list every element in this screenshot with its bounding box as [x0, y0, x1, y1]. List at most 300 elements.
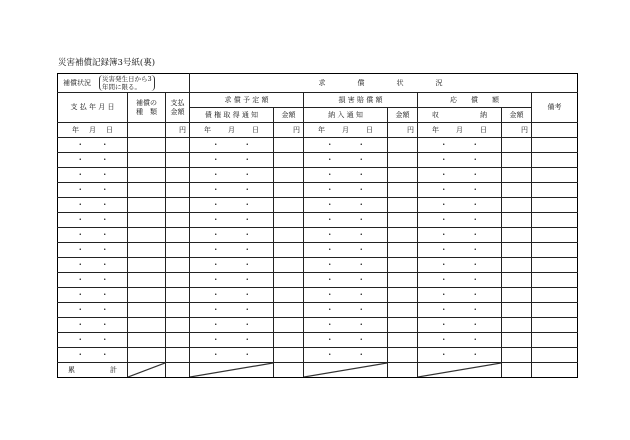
- receipt-date-cell[interactable]: [418, 318, 502, 333]
- unit-month: 月: [342, 125, 349, 134]
- date-separator-dot: ・: [243, 320, 252, 329]
- date-separator-dot: ・: [357, 260, 366, 269]
- damages-amount-cell[interactable]: [388, 138, 418, 153]
- remarks-cell[interactable]: [532, 243, 578, 258]
- damages-amount-cell[interactable]: [388, 318, 418, 333]
- unit-year: 年: [318, 125, 325, 134]
- notice-date-cell[interactable]: [190, 348, 274, 363]
- unit-day: 日: [252, 125, 259, 134]
- total-label: [58, 363, 128, 378]
- pay-date-cell[interactable]: [58, 168, 128, 183]
- receipt-date-cell[interactable]: [418, 273, 502, 288]
- date-separator-dot: ・: [357, 275, 366, 284]
- planned-amount-cell[interactable]: [274, 303, 304, 318]
- date-separator-dot: ・: [76, 350, 85, 359]
- damages-amount-cell[interactable]: [388, 258, 418, 273]
- notice-date-cell[interactable]: [190, 333, 274, 348]
- notice-date-cell[interactable]: [190, 318, 274, 333]
- remarks-cell[interactable]: [532, 288, 578, 303]
- comp-type-cell[interactable]: [128, 168, 166, 183]
- date-separator-dot: ・: [325, 335, 334, 344]
- date-separator-dot: ・: [471, 335, 480, 344]
- diagonal-line: [418, 363, 501, 377]
- payment-notice-date-cell[interactable]: [304, 258, 388, 273]
- damages-amount-cell[interactable]: [388, 243, 418, 258]
- date-separator-dot: ・: [243, 170, 252, 179]
- date-separator-dot: ・: [100, 230, 109, 239]
- date-separator-dot: ・: [439, 290, 448, 299]
- date-separator-dot: ・: [100, 245, 109, 254]
- date-separator-dot: ・: [100, 335, 109, 344]
- remarks-cell[interactable]: [532, 168, 578, 183]
- planned-amount-cell[interactable]: [274, 213, 304, 228]
- unit-day: 日: [366, 125, 373, 134]
- date-separator-dot: ・: [211, 350, 220, 359]
- header-row-2: [58, 93, 578, 108]
- response-amount-cell[interactable]: [502, 273, 532, 288]
- receipt-date-cell[interactable]: [418, 243, 502, 258]
- receipt-date-cell[interactable]: [418, 168, 502, 183]
- date-separator-dot: ・: [100, 350, 109, 359]
- paid-amount-cell[interactable]: [166, 198, 190, 213]
- payment-notice-date-cell[interactable]: [304, 288, 388, 303]
- receipt-date-cell[interactable]: [418, 333, 502, 348]
- response-amount-cell[interactable]: [502, 213, 532, 228]
- payment-notice-date-cell[interactable]: [304, 198, 388, 213]
- paid-amount-cell[interactable]: [166, 348, 190, 363]
- comp-type-cell[interactable]: [128, 243, 166, 258]
- date-separator-dot: ・: [325, 305, 334, 314]
- form-title: 災害補償記録簿3号紙(裏): [58, 58, 156, 68]
- planned-amount-cell[interactable]: [274, 318, 304, 333]
- unit-month: 月: [456, 125, 463, 134]
- date-separator-dot: ・: [211, 170, 220, 179]
- damages-amount-cell[interactable]: [388, 333, 418, 348]
- date-separator-dot: ・: [76, 290, 85, 299]
- total-response-amount[interactable]: [502, 363, 532, 378]
- date-separator-dot: ・: [76, 155, 85, 164]
- paid-amount-cell[interactable]: [166, 213, 190, 228]
- diagonal-line: [304, 363, 387, 377]
- diagonal-line: [128, 363, 165, 377]
- compensation-ledger-table: [57, 73, 578, 378]
- comp-type-cell[interactable]: [128, 288, 166, 303]
- total-receipt-crossed: [418, 363, 502, 378]
- pay-date-cell[interactable]: [58, 258, 128, 273]
- planned-amount-cell[interactable]: [274, 288, 304, 303]
- remarks-cell[interactable]: [532, 333, 578, 348]
- date-separator-dot: ・: [211, 260, 220, 269]
- response-amount-cell[interactable]: [502, 138, 532, 153]
- response-amount-cell[interactable]: [502, 243, 532, 258]
- payment-notice-header: 納 入 通 知: [304, 108, 388, 123]
- date-separator-dot: ・: [76, 335, 85, 344]
- damages-amount-cell[interactable]: [388, 273, 418, 288]
- period-note-line1: 災害発生日から3: [102, 75, 152, 83]
- remarks-cell[interactable]: [532, 153, 578, 168]
- date-separator-dot: ・: [357, 155, 366, 164]
- pay-date-cell[interactable]: [58, 228, 128, 243]
- date-separator-dot: ・: [471, 215, 480, 224]
- comp-type-cell[interactable]: [128, 258, 166, 273]
- date-separator-dot: ・: [76, 200, 85, 209]
- date-separator-dot: ・: [471, 260, 480, 269]
- receipt-date-units: [418, 123, 502, 138]
- receipt-right: 納: [480, 110, 487, 119]
- claim-notice-header: 債 権 取 得 通 知: [190, 108, 274, 123]
- ledger-row: [58, 258, 578, 273]
- damages-amount-cell[interactable]: [388, 183, 418, 198]
- total-comp-type-crossed: [128, 363, 166, 378]
- date-separator-dot: ・: [439, 215, 448, 224]
- pay-date-cell[interactable]: [58, 303, 128, 318]
- notice-date-cell[interactable]: [190, 258, 274, 273]
- paid-line1: 支払: [170, 98, 185, 107]
- ledger-row: [58, 348, 578, 363]
- date-separator-dot: ・: [357, 320, 366, 329]
- date-separator-dot: ・: [439, 140, 448, 149]
- planned-amount-cell[interactable]: [274, 228, 304, 243]
- date-separator-dot: ・: [357, 200, 366, 209]
- planned-amount-cell[interactable]: [274, 153, 304, 168]
- paid-line2: 金額: [170, 107, 185, 116]
- date-separator-dot: ・: [100, 320, 109, 329]
- damages-amount-cell[interactable]: [388, 228, 418, 243]
- paid-amount-cell[interactable]: [166, 288, 190, 303]
- response-amount-cell[interactable]: [502, 168, 532, 183]
- unit-year: 年: [204, 125, 211, 134]
- paid-amount-header: [166, 93, 190, 123]
- comp-type-cell[interactable]: [128, 333, 166, 348]
- notice-date-cell[interactable]: [190, 228, 274, 243]
- notice-date-cell[interactable]: [190, 138, 274, 153]
- planned-amount-cell[interactable]: [274, 258, 304, 273]
- payment-notice-date-units: [304, 123, 388, 138]
- response-amount-cell[interactable]: [502, 183, 532, 198]
- payment-notice-date-cell[interactable]: [304, 168, 388, 183]
- response-amount-cell[interactable]: [502, 228, 532, 243]
- response-amount-cell[interactable]: [502, 303, 532, 318]
- comp-type-cell[interactable]: [128, 183, 166, 198]
- date-separator-dot: ・: [471, 305, 480, 314]
- date-separator-dot: ・: [325, 200, 334, 209]
- comp-type-cell[interactable]: [128, 303, 166, 318]
- date-separator-dot: ・: [243, 335, 252, 344]
- planned-amount-cell[interactable]: [274, 348, 304, 363]
- paid-amount-cell[interactable]: [166, 303, 190, 318]
- date-separator-dot: ・: [100, 140, 109, 149]
- payment-notice-date-cell[interactable]: [304, 348, 388, 363]
- total-label-left: 累: [68, 365, 75, 374]
- pay-date-cell[interactable]: [58, 213, 128, 228]
- date-separator-dot: ・: [100, 200, 109, 209]
- notice-date-cell[interactable]: [190, 183, 274, 198]
- ledger-row: [58, 288, 578, 303]
- pay-date-cell[interactable]: [58, 183, 128, 198]
- payment-notice-date-cell[interactable]: [304, 183, 388, 198]
- response-amount-cell[interactable]: [502, 153, 532, 168]
- date-separator-dot: ・: [211, 140, 220, 149]
- pay-date-cell[interactable]: [58, 333, 128, 348]
- date-separator-dot: ・: [100, 155, 109, 164]
- response-amount-cell[interactable]: [502, 288, 532, 303]
- notice-date-cell[interactable]: [190, 213, 274, 228]
- pay-date-cell[interactable]: [58, 198, 128, 213]
- date-separator-dot: ・: [211, 335, 220, 344]
- damages-amount-cell[interactable]: [388, 153, 418, 168]
- date-separator-dot: ・: [76, 140, 85, 149]
- receipt-date-cell[interactable]: [418, 153, 502, 168]
- date-separator-dot: ・: [439, 350, 448, 359]
- response-amount-cell[interactable]: [502, 198, 532, 213]
- total-remarks[interactable]: [532, 363, 578, 378]
- date-separator-dot: ・: [357, 230, 366, 239]
- paid-amount-cell[interactable]: [166, 168, 190, 183]
- pay-date-cell[interactable]: [58, 288, 128, 303]
- date-separator-dot: ・: [325, 290, 334, 299]
- ledger-row: [58, 168, 578, 183]
- pay-date-cell[interactable]: [58, 153, 128, 168]
- date-separator-dot: ・: [76, 305, 85, 314]
- date-separator-dot: ・: [471, 170, 480, 179]
- damages-amount-cell[interactable]: [388, 303, 418, 318]
- planned-amount-cell[interactable]: [274, 273, 304, 288]
- date-separator-dot: ・: [243, 155, 252, 164]
- damages-amount-cell[interactable]: [388, 288, 418, 303]
- total-paid-amount[interactable]: [166, 363, 190, 378]
- receipt-date-cell[interactable]: [418, 258, 502, 273]
- paid-amount-cell[interactable]: [166, 273, 190, 288]
- receipt-date-cell[interactable]: [418, 348, 502, 363]
- payment-notice-date-cell[interactable]: [304, 138, 388, 153]
- date-separator-dot: ・: [439, 320, 448, 329]
- notice-date-cell[interactable]: [190, 273, 274, 288]
- response-amount-cell[interactable]: [502, 348, 532, 363]
- total-damages-amount[interactable]: [388, 363, 418, 378]
- date-separator-dot: ・: [325, 350, 334, 359]
- receipt-date-cell[interactable]: [418, 228, 502, 243]
- notice-date-cell[interactable]: [190, 153, 274, 168]
- remarks-cell[interactable]: [532, 213, 578, 228]
- date-separator-dot: ・: [76, 170, 85, 179]
- planned-amount-cell[interactable]: [274, 183, 304, 198]
- unit-year: 年: [72, 125, 79, 134]
- response-amount-cell[interactable]: [502, 333, 532, 348]
- compensation-status-cell: [58, 74, 190, 93]
- unit-year: 年: [432, 125, 439, 134]
- receipt-date-cell[interactable]: [418, 138, 502, 153]
- receipt-date-cell[interactable]: [418, 198, 502, 213]
- notice-date-cell[interactable]: [190, 198, 274, 213]
- date-separator-dot: ・: [211, 320, 220, 329]
- date-separator-dot: ・: [211, 185, 220, 194]
- comp-type-line2: 種 類: [136, 107, 157, 116]
- date-separator-dot: ・: [439, 275, 448, 284]
- date-separator-dot: ・: [243, 305, 252, 314]
- payment-notice-date-cell[interactable]: [304, 333, 388, 348]
- date-separator-dot: ・: [243, 290, 252, 299]
- payment-notice-date-cell[interactable]: [304, 153, 388, 168]
- date-separator-dot: ・: [243, 245, 252, 254]
- receipt-header: [418, 108, 502, 123]
- claim-status-header: [190, 74, 578, 93]
- remarks-cell[interactable]: [532, 348, 578, 363]
- date-separator-dot: ・: [211, 245, 220, 254]
- response-amount-cell[interactable]: [502, 318, 532, 333]
- date-separator-dot: ・: [325, 185, 334, 194]
- pay-date-cell[interactable]: [58, 138, 128, 153]
- damages-amount-cell[interactable]: [388, 348, 418, 363]
- date-separator-dot: ・: [357, 215, 366, 224]
- ledger-row: [58, 213, 578, 228]
- unit-month: 月: [89, 125, 96, 134]
- damages-amount-cell[interactable]: [388, 198, 418, 213]
- date-separator-dot: ・: [100, 215, 109, 224]
- date-separator-dot: ・: [471, 185, 480, 194]
- receipt-date-cell[interactable]: [418, 303, 502, 318]
- remarks-cell[interactable]: [532, 273, 578, 288]
- date-separator-dot: ・: [211, 275, 220, 284]
- comp-type-cell[interactable]: [128, 153, 166, 168]
- remarks-unit: [532, 123, 578, 138]
- notice-date-cell[interactable]: [190, 288, 274, 303]
- pay-date-cell[interactable]: [58, 318, 128, 333]
- comp-type-unit: [128, 123, 166, 138]
- paid-amount-cell[interactable]: [166, 228, 190, 243]
- ledger-row: [58, 273, 578, 288]
- comp-type-line1: 補償の: [136, 98, 157, 107]
- paid-amount-cell[interactable]: [166, 183, 190, 198]
- comp-type-cell[interactable]: [128, 213, 166, 228]
- claim-status-label: 求 償 状 況: [318, 78, 449, 87]
- ledger-row: [58, 138, 578, 153]
- damages-yen-unit: 円: [388, 123, 418, 138]
- date-separator-dot: ・: [76, 275, 85, 284]
- date-separator-dot: ・: [211, 230, 220, 239]
- total-notice-crossed: [190, 363, 274, 378]
- remarks-cell[interactable]: [532, 303, 578, 318]
- date-separator-dot: ・: [439, 260, 448, 269]
- notice-date-cell[interactable]: [190, 303, 274, 318]
- remarks-cell[interactable]: [532, 138, 578, 153]
- period-note-line2: 年間に限る。: [102, 83, 141, 91]
- date-separator-dot: ・: [325, 245, 334, 254]
- remarks-header: 備考: [532, 93, 578, 123]
- comp-type-cell[interactable]: [128, 198, 166, 213]
- date-separator-dot: ・: [439, 170, 448, 179]
- pay-date-cell[interactable]: [58, 273, 128, 288]
- paid-amount-cell[interactable]: [166, 138, 190, 153]
- date-separator-dot: ・: [439, 305, 448, 314]
- remarks-cell[interactable]: [532, 258, 578, 273]
- remarks-cell[interactable]: [532, 228, 578, 243]
- receipt-date-cell[interactable]: [418, 183, 502, 198]
- date-separator-dot: ・: [76, 185, 85, 194]
- damages-amount-header: 金額: [388, 108, 418, 123]
- comp-type-cell[interactable]: [128, 138, 166, 153]
- date-separator-dot: ・: [100, 305, 109, 314]
- total-payment-notice-crossed: [304, 363, 388, 378]
- paid-amount-cell[interactable]: [166, 333, 190, 348]
- notice-date-units: [190, 123, 274, 138]
- notice-date-cell[interactable]: [190, 168, 274, 183]
- payment-notice-date-cell[interactable]: [304, 213, 388, 228]
- date-separator-dot: ・: [439, 200, 448, 209]
- planned-amount-cell[interactable]: [274, 198, 304, 213]
- comp-type-cell[interactable]: [128, 228, 166, 243]
- date-separator-dot: ・: [357, 290, 366, 299]
- response-amount-cell[interactable]: [502, 258, 532, 273]
- date-separator-dot: ・: [243, 350, 252, 359]
- date-separator-dot: ・: [357, 170, 366, 179]
- date-separator-dot: ・: [76, 320, 85, 329]
- date-separator-dot: ・: [243, 215, 252, 224]
- date-separator-dot: ・: [243, 260, 252, 269]
- total-planned-amount[interactable]: [274, 363, 304, 378]
- date-separator-dot: ・: [357, 185, 366, 194]
- date-separator-dot: ・: [471, 245, 480, 254]
- response-yen-unit: 円: [502, 123, 532, 138]
- payment-notice-date-cell[interactable]: [304, 228, 388, 243]
- remarks-cell[interactable]: [532, 318, 578, 333]
- header-row-1: [58, 74, 578, 93]
- pay-date-cell[interactable]: [58, 348, 128, 363]
- compensation-status-label: 補償状況: [63, 78, 91, 87]
- date-separator-dot: ・: [357, 245, 366, 254]
- ledger-row: [58, 153, 578, 168]
- planned-amount-cell[interactable]: [274, 243, 304, 258]
- paid-amount-cell[interactable]: [166, 318, 190, 333]
- comp-type-cell[interactable]: [128, 273, 166, 288]
- planned-claim-header: 求 償 予 定 額: [190, 93, 304, 108]
- payment-notice-date-cell[interactable]: [304, 318, 388, 333]
- total-row: [58, 363, 578, 378]
- receipt-date-cell[interactable]: [418, 213, 502, 228]
- response-amount-col-header: 金額: [502, 108, 532, 123]
- date-separator-dot: ・: [439, 155, 448, 164]
- planned-amount-cell[interactable]: [274, 138, 304, 153]
- paid-amount-cell[interactable]: [166, 258, 190, 273]
- payment-notice-date-cell[interactable]: [304, 273, 388, 288]
- date-separator-dot: ・: [211, 215, 220, 224]
- notice-date-cell[interactable]: [190, 243, 274, 258]
- date-separator-dot: ・: [76, 260, 85, 269]
- date-separator-dot: ・: [471, 290, 480, 299]
- comp-type-cell[interactable]: [128, 318, 166, 333]
- payment-notice-date-cell[interactable]: [304, 303, 388, 318]
- paid-amount-cell[interactable]: [166, 153, 190, 168]
- total-label-right: 計: [110, 365, 117, 374]
- remarks-cell[interactable]: [532, 198, 578, 213]
- planned-amount-cell[interactable]: [274, 333, 304, 348]
- pay-date-cell[interactable]: [58, 243, 128, 258]
- date-separator-dot: ・: [325, 320, 334, 329]
- remarks-cell[interactable]: [532, 183, 578, 198]
- date-separator-dot: ・: [100, 170, 109, 179]
- date-separator-dot: ・: [325, 230, 334, 239]
- comp-type-cell[interactable]: [128, 348, 166, 363]
- damages-amount-cell[interactable]: [388, 213, 418, 228]
- period-note: [99, 75, 155, 91]
- unit-month: 月: [228, 125, 235, 134]
- date-separator-dot: ・: [357, 305, 366, 314]
- paid-amount-cell[interactable]: [166, 243, 190, 258]
- payment-notice-date-cell[interactable]: [304, 243, 388, 258]
- receipt-date-cell[interactable]: [418, 288, 502, 303]
- planned-amount-cell[interactable]: [274, 168, 304, 183]
- damages-amount-cell[interactable]: [388, 168, 418, 183]
- diagonal-line: [190, 363, 273, 377]
